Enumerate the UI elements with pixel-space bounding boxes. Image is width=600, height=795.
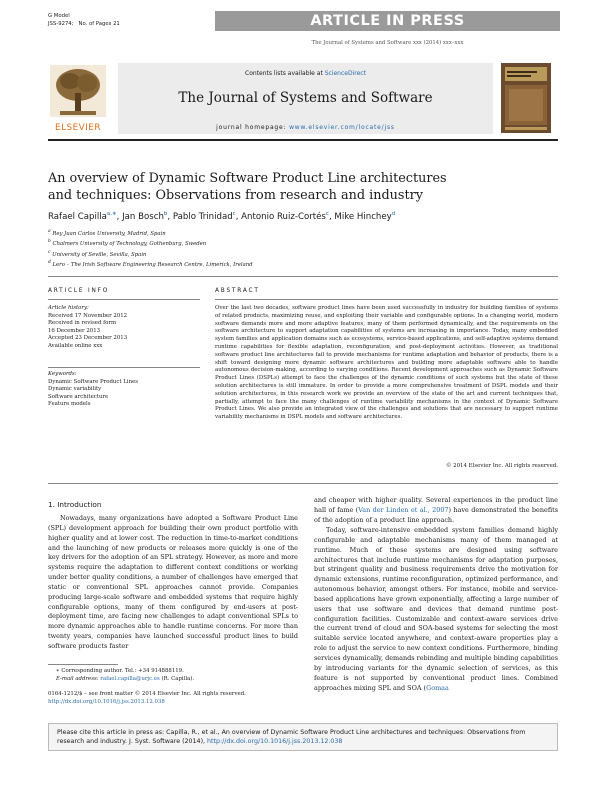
title-rule [48,276,558,277]
abstract-heading: ABSTRACT [215,288,260,294]
contents-prefix: Contents lists available at [245,70,323,77]
history-line: Received in revised form [48,320,117,326]
copyright-line: © 2014 Elsevier Inc. All rights reserved. [445,463,558,469]
abstract-text: Over the last two decades, software product lines have been used successfully in industry for building families of systems of related products, maximizing reuse, and exploiting their variable and configurable options. In a changing world, modern software demands more and more adaptive features, many of them performed dynamically, and the requirements on the software architecture to support adaptation capabilities of systems are increasing in importance. Today, many embedded system families and application domains such as ecosystems, service-based applications, and self-adaptive systems demand runtime capabilities for flexible adaptation, reconfiguration, and post-deployment activities. However, as traditional software product line architectures fail to provide mechanisms for runtime adaptation and behavior of products, there is a shift toward designing more dynamic software architectures and building more adaptable software able to handle autonomous decision-making, according to varying conditions. Recent development approaches such as Dynamic Software Product Lines (DSPLs) attempt to face the challenges of the dynamic conditions of such systems but the state of these solution architectures is still immature. In order to provide a more comprehensive treatment of DSPL models and their solution architectures, in this research work we provide an overview of the state of the art and current techniques that, partially, attempt to face the many challenges of runtime variability mechanisms in the context of Dynamic Software Product Lines. We also provide an integrated view of the challenges and solutions that are necessary to support runtime variability mechanisms in DSPL models and software architectures. [215,305,558,421]
affiliation: $^d$ Lero – The Irish Software Engineering Research Centre, Limerick, Ireland [48,260,253,268]
keyword: Dynamic Software Product Lines [48,378,139,385]
citation-doi-link[interactable]: http://dx.doi.org/10.1016/j.jss.2013.12.038 [207,738,343,745]
author-sup[interactable]: d [391,211,396,217]
journal-citation-line: The Journal of Systems and Software xxx (2014) xxx–xxx [311,40,464,46]
history-line: 16 December 2013 [48,327,101,334]
section-heading-introduction: 1. Introduction [48,500,102,509]
ref-line: JSS-9274; [48,21,74,27]
article-ref [48,12,120,28]
author-sup[interactable]: b [163,211,168,217]
author-sup[interactable]: a,∗ [106,211,117,217]
citation-link[interactable]: Van der Linden et al., 2007 [358,505,449,514]
author-name[interactable]: Jan Bosch [122,211,164,222]
article-in-press-banner: ARTICLE IN PRESS [215,11,560,31]
contents-line [118,70,493,77]
corresponding-author: ∗ Corresponding author. Tel.: +34 914888119. [56,668,184,674]
history-line: Available online xxx [48,342,103,349]
article-history [48,305,200,350]
homepage-line [118,124,493,131]
homepage-link[interactable]: www.elsevier.com/locate/jss [289,124,395,131]
author-sup[interactable]: c [325,211,329,217]
history-line: Received 17 November 2012 [48,312,128,319]
author-name[interactable]: Pablo Trinidad [172,211,233,222]
pages-line: No. of Pages 21 [78,21,120,27]
affiliation: $^a$ Rey Juan Carlos University, Madrid, Spain [48,229,166,237]
journal-name: The Journal of Systems and Software [178,90,433,106]
footnote [56,667,306,683]
article-title: An overview of Dynamic Software Product Line architectures and techniques: Observations from research and industry [48,171,447,203]
author-sup[interactable]: c [232,211,236,217]
body-column-right-para1: and cheaper with higher quality. Several experiences in the product line hall of fame (Van der Linden et al., 2007) have demonstrated the benefits of the adoption of a product line approach. [314,496,559,524]
affiliation: $^b$ Chalmers University of Technology, Gothenburg, Sweden [48,239,207,248]
info-rule [48,367,200,368]
email-suffix: (R. Capilla). [161,676,195,682]
sciencedirect-link[interactable]: ScienceDirect [324,70,366,77]
body-column-left: Nowadays, many organizations have adopted a Software Product Line (SPL) development approach for building their own product portfolio with higher quality and at lower cost. The reduction in time-to-market conditions and the launching of new products or releases more quickly is one of the key drivers for the adoption of an SPL strategy. However, as more and more systems require the adaptation to different context conditions or working under better quality conditions, a number of challenges have emerged that static or conventional SPL approaches cannot provide. Companies producing large-scale software and embedded systems that require highly configurable options, many of them configured by end-users at post-deployment time, are facing new challenges to adapt conventional SPLs to more dynamic approaches able to handle runtime concerns. For more than twenty years, companies have launched successful product lines to build software products faster [48,514,298,650]
journal-cover-thumbnail [501,63,551,133]
keyword: Software architecture [48,393,109,400]
keywords [48,371,200,409]
author-name[interactable]: Antonio Ruiz-Cortés [241,211,326,222]
history-line: Accepted 23 December 2013 [48,335,128,341]
info-rule [48,299,200,300]
email-link[interactable]: rafael.capilla@urjc.es [100,676,160,682]
header-rule [48,139,558,141]
keyword: Dynamic variability [48,386,102,392]
citation-box [48,723,558,751]
email-label: E-mail address: [56,676,99,682]
history-label: Article history: [48,305,89,311]
keywords-label: Keywords: [48,371,77,377]
elsevier-wordmark: ELSEVIER [55,123,101,133]
citation-text: Please cite this article in press as: Capilla, R., et al., An overview of Dynamic Software Product Line architectures and techniques: Observations from research and industry. J. Syst. Software (2014), [57,729,526,745]
article-info-heading: ARTICLE INFO [48,288,110,294]
citation-link[interactable]: Gomaa [426,683,449,692]
author-name[interactable]: Rafael Capilla [48,211,107,222]
doi-link[interactable]: http://dx.doi.org/10.1016/j.jss.2013.12.038 [48,699,165,705]
model-line: G Model [48,13,70,19]
author-name[interactable]: Mike Hinchey [334,211,392,222]
footnote-rule [48,664,118,665]
abstract-rule [215,299,558,300]
body-column-right-para2: Today, software-intensive embedded system families demand highly configurable and adaptable mechanisms many of them managed at runtime. Much of these systems are designed using software architectures that include runtime mechanisms for adaptation purposes, but stringent quality and business requirements drive the motivation for dynamic extensions, runtime reconfiguration, optimized performance, and autonomous behavior, amongst others. For instance, mobile and service-based applications have grown exponentially, affecting a large number of users that use software and devices that demand runtime post-configuration facilities. Customizable and context-aware services drive the current trend of cloud and SOA-based systems for selecting the most suitable service located anywhere, and context-aware properties play a role to adjust the service to new context conditions. Furthermore, binding services dynamically, demands rebinding and multiple binding capabilities by introducing variants for the dynamic selection of services, as this feature is not supported by conventional product lines. Combined approaches mixing SPL and SOA (Gomaa [314,526,558,692]
author-list: Rafael Capilla$^{a,∗}$, Jan Bosch$^b$, Pablo Trinidad$^c$, Antonio Ruiz-Cortés$^c$, Mike Hinchey$^d$ [48,211,396,222]
affiliations [48,228,558,269]
abstract-bottom-rule [48,483,558,484]
issn-block [48,690,308,706]
homepage-prefix: journal homepage: [216,124,287,131]
issn-line: 0164-1212/$ – see front matter © 2014 Elsevier Inc. All rights reserved. [48,691,246,697]
keyword: Feature models [48,401,91,407]
affiliation: $^c$ University of Seville, Sevilla, Spain [48,249,147,258]
